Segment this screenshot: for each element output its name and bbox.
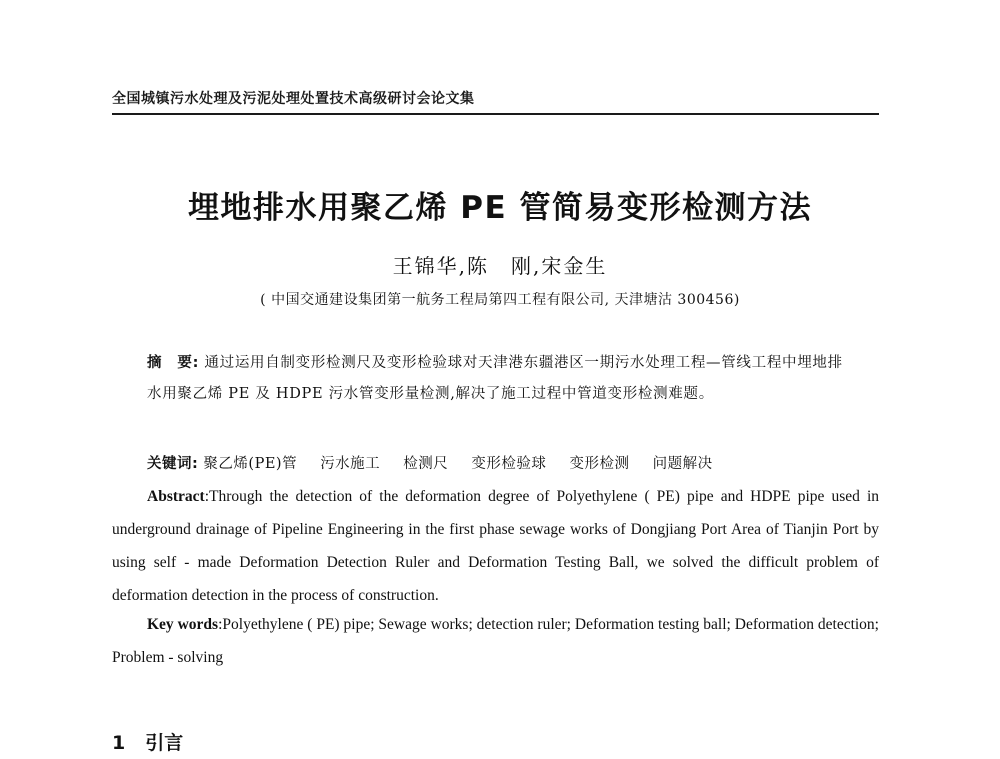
keyword: 变形检测 (569, 456, 630, 472)
chinese-abstract-label: 摘 要: (147, 355, 200, 371)
chinese-keywords-label: 关键词: (147, 456, 199, 472)
keyword: 检测尺 (403, 456, 449, 472)
english-abstract (112, 480, 879, 612)
authors: 王锦华,陈 刚,宋金生 (392, 254, 608, 278)
keyword: 问题解决 (652, 456, 713, 472)
keyword: 变形检验球 (471, 456, 547, 472)
english-keywords-text: :Polyethylene ( PE) pipe; Sewage works; detection ruler; Deformation testing ball; Deformation detection; Problem - solving (112, 616, 879, 666)
section-heading (112, 728, 183, 755)
english-abstract-label: Abstract (147, 488, 205, 505)
section-number: 1 (112, 732, 126, 754)
english-keywords-label: Key words (147, 616, 219, 633)
chinese-keywords (147, 452, 847, 473)
affiliation: ( 中国交通建设集团第一航务工程局第四工程有限公司, 天津塘沽 300456) (260, 292, 740, 308)
english-abstract-text: :Through the detection of the deformation degree of Polyethylene ( PE) pipe and HDPE pipe used in underground drainage of Pipeline Engineering in the first phase sewage works of Dongjiang Port Area of Tianjin Port by using self - made Deformation Detection Ruler and Deformation Testing Ball, we solved the difficult problem of deformation detection in the process of construction. (112, 488, 879, 604)
running-head: 全国城镇污水处理及污泥处理处置技术高级研讨会论文集 (112, 91, 475, 107)
header-rule (112, 113, 879, 115)
section-title: 引言 (145, 732, 184, 754)
english-keywords (112, 608, 879, 674)
chinese-abstract (147, 348, 847, 410)
keyword: 污水施工 (320, 456, 381, 472)
keyword: 聚乙烯(PE)管 (203, 456, 298, 472)
chinese-abstract-text: 通过运用自制变形检测尺及变形检验球对天津港东疆港区一期污水处理工程—管线工程中埋地排水用聚乙烯 PE 及 HDPE 污水管变形量检测,解决了施工过程中管道变形检测难题。 (147, 355, 843, 402)
paper-title: 埋地排水用聚乙烯 PE 管简易变形检测方法 (188, 190, 812, 226)
